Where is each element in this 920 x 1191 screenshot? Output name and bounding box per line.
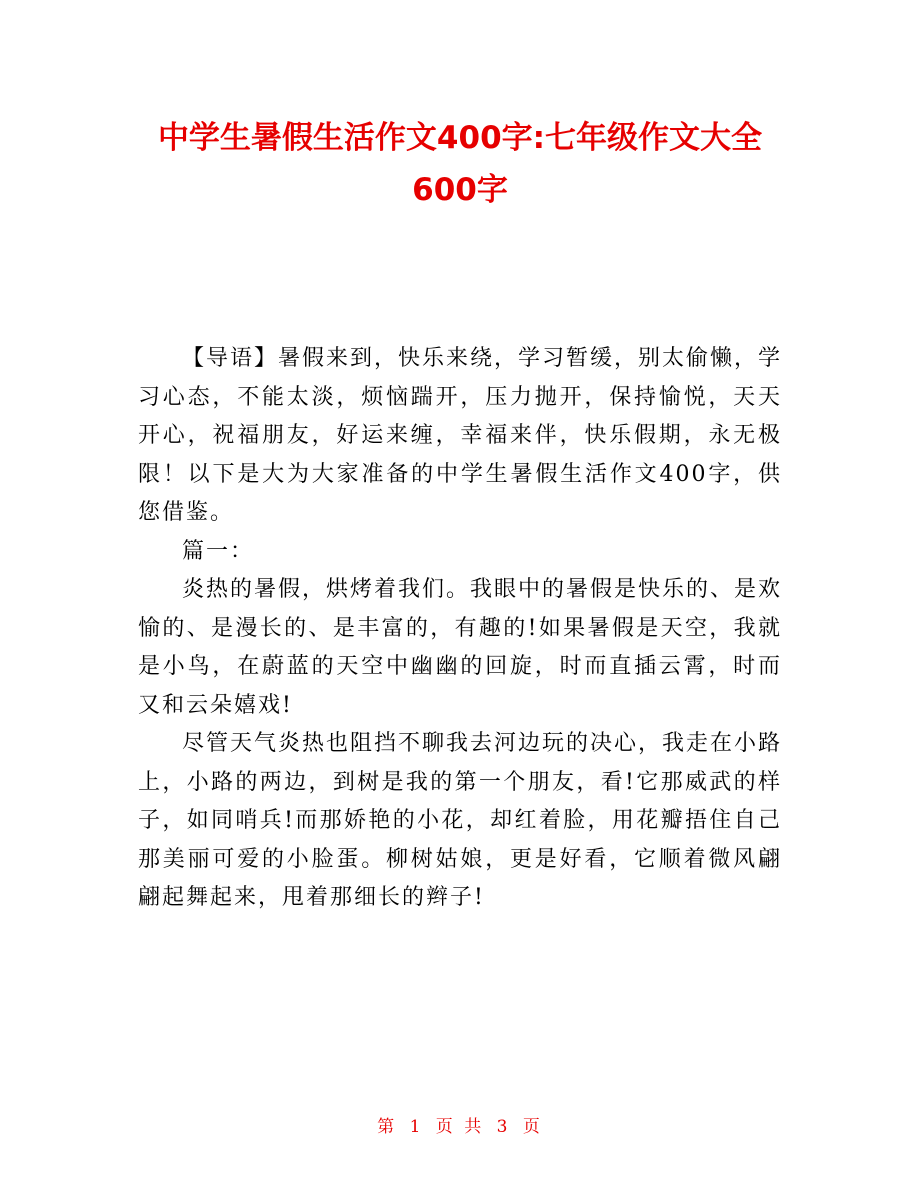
footer-page-number: 1 — [409, 1117, 424, 1137]
paragraph-intro: 【导语】暑假来到，快乐来绕，学习暂缓，别太偷懒，学习心态，不能太淡，烦恼踹开，压力抛开，保持愉悦，天天开心，祝福朋友，好运来缠，幸福来伴，快乐假期，永无极限！以下是大为大家准备的中学生暑假生活作文400字，供您借鉴。 — [138, 346, 783, 525]
page-footer — [0, 1112, 920, 1137]
document-title: 中学生暑假生活作文400字:七年级作文大全600字 — [157, 120, 763, 208]
document-body — [138, 340, 782, 918]
footer-suffix: 页 — [522, 1117, 543, 1137]
footer-mid: 页 共 — [435, 1117, 485, 1137]
footer-prefix: 第 — [377, 1117, 398, 1137]
paragraph-section-heading: 篇一： — [182, 538, 255, 564]
footer-total-pages: 3 — [496, 1117, 511, 1137]
paragraph-1: 炎热的暑假，烘烤着我们。我眼中的暑假是快乐的、是欢愉的、是漫长的、是丰富的，有趣的!如果暑假是天空，我就是小鸟，在蔚蓝的天空中幽幽的回旋，时而直插云霄，时而又和云朵嬉戏! — [138, 577, 783, 718]
paragraph-2: 尽管天气炎热也阻挡不聊我去河边玩的决心，我走在小路上，小路的两边，到树是我的第一个朋友，看!它那威武的样子，如同哨兵!而那娇艳的小花，却红着脸，用花瓣捂住自己那美丽可爱的小脸蛋。柳树姑娘，更是好看，它顺着微风翩翩起舞起来，甩着那细长的辫子! — [138, 731, 783, 910]
